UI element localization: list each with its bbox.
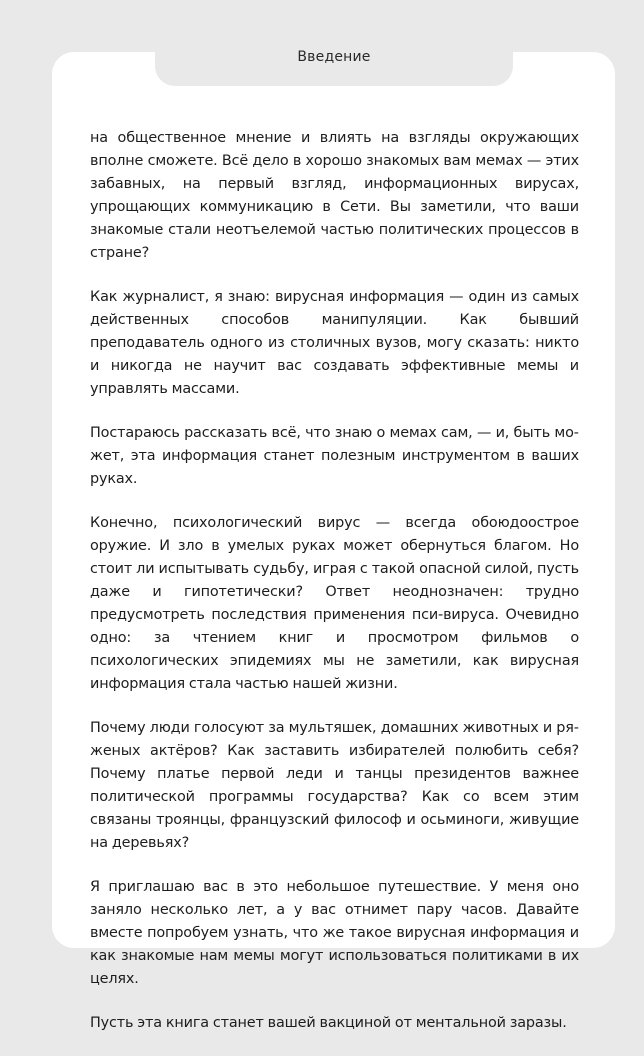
section-title: Введение	[297, 49, 371, 65]
paragraph-7: Пусть эта книга станет вашей вакциной от ментальной заразы.	[90, 1015, 567, 1031]
paragraph-6: Я приглашаю вас в это небольшое путешествие. У меня оно заняло несколько лет, а у вас отнимет пару часов. Давайте вместе попробуем узнать, что же такое вирусная информация и как знакомые нам мемы могут использоваться политиками в их целях.	[90, 879, 579, 987]
body-text	[90, 127, 579, 1056]
paragraph-1: на общественное мнение и влиять на взгляды окружающих вполне сможете. Всё дело в хорошо знакомых вам мемах — этих забавных, на первый взгляд, информационных вирусах, упрощающих коммуникацию в Сети. Вы заметили, что ваши знакомые стали неотъелемой частью политических процессов в стране?	[90, 130, 579, 261]
paragraph-2: Как журналист, я знаю: вирусная информация — один из самых действенных способов манипуляции. Как бывший преподаватель одного из столичных вузов, могу сказать: никто и никогда не научит вас создавать эффективные мемы и управлять массами.	[90, 289, 579, 397]
paragraph-4: Конечно, психологический вирус — всегда обоюдоострое оружие. И зло в умелых руках может обернуться благом. Но стоит ли испытывать судьбу, играя с такой опасной силой, пусть даже и гипотетически? Ответ неоднозначен: трудно предусмотреть последствия применения пси-вируса. Очевидно одно: за чтением книг и просмотром фильмов о психологических эпидемиях мы не заметили, как вирусная информация стала частью нашей жизни.	[90, 515, 579, 692]
paragraph-5: Почему люди голосуют за мультяшек, домашних животных и ряженых актёров? Как заставить избирателей полюбить себя? Почему платье первой леди и танцы президентов важнее политической программы государства? Как со всем этим связаны троянцы, французский философ и осьминоги, живущие на деревьях?	[90, 720, 579, 851]
paragraph-3: Постараюсь рассказать всё, что знаю о мемах сам, — и, быть может, эта информация станет полезным инструментом в ваших руках.	[90, 425, 579, 487]
section-header-tab	[155, 38, 513, 86]
